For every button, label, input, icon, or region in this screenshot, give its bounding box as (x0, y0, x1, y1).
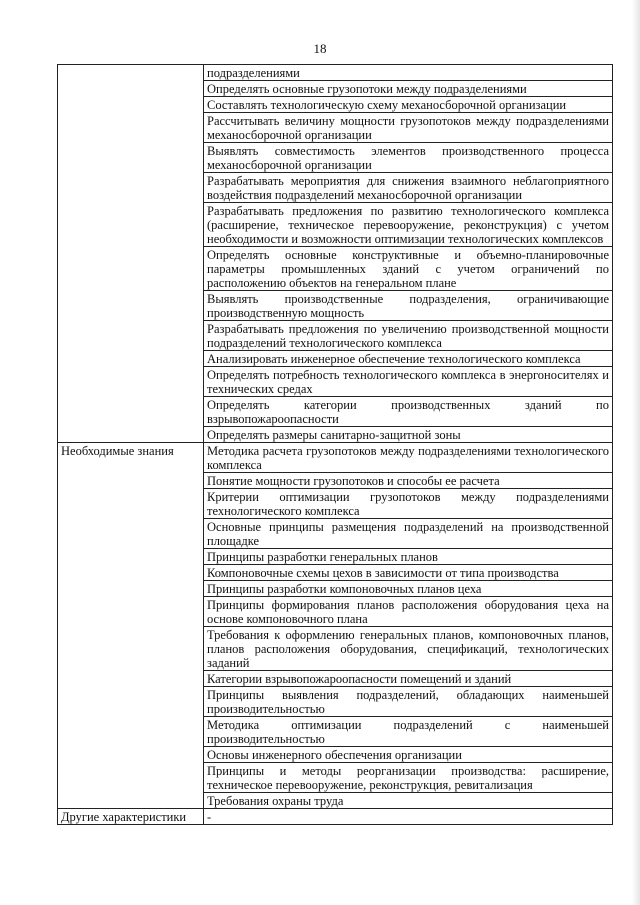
requirement-item: Определять потребность технологического комплекса в энергоносителях и технических средах (204, 367, 613, 397)
requirement-item: Принципы разработки генеральных планов (204, 549, 613, 565)
requirement-item: Критерии оптимизации грузопотоков между подразделениями технологического комплекса (204, 489, 613, 519)
requirement-item: Анализировать инженерное обеспечение технологического комплекса (204, 351, 613, 367)
requirement-item: Рассчитывать величину мощности грузопотоков между подразделениями механосборочной организации (204, 113, 613, 143)
section-label: Необходимые знания (58, 443, 204, 809)
requirement-item: Разрабатывать мероприятия для снижения взаимного неблагоприятного воздействия подразделений механосборочной организации (204, 173, 613, 203)
requirement-item: Основы инженерного обеспечения организации (204, 747, 613, 763)
scan-edge (632, 0, 640, 905)
requirement-item: Определять категории производственных зданий по взрывопожароопасности (204, 397, 613, 427)
requirement-item: Понятие мощности грузопотоков и способы ее расчета (204, 473, 613, 489)
requirement-item: Методика оптимизации подразделений с наименьшей производительностью (204, 717, 613, 747)
requirement-item: Определять основные конструктивные и объемно-планировочные параметры промышленных зданий с учетом ограничений по расположению объектов на генеральном плане (204, 247, 613, 291)
requirement-item: Выявлять производственные подразделения, ограничивающие производственную мощность (204, 291, 613, 321)
section-label (58, 65, 204, 443)
table-row (58, 809, 613, 825)
requirement-item: Определять основные грузопотоки между подразделениями (204, 81, 613, 97)
requirement-item: подразделениями (204, 65, 613, 81)
competency-table (57, 64, 613, 825)
requirement-item: Принципы формирования планов расположения оборудования цеха на основе компоновочного плана (204, 597, 613, 627)
requirement-item: - (204, 809, 613, 825)
competency-table-body (58, 65, 613, 825)
requirement-item: Основные принципы размещения подразделений на производственной площадке (204, 519, 613, 549)
requirement-item: Требования к оформлению генеральных планов, компоновочных планов, планов расположения оборудования, спецификаций, технологических заданий (204, 627, 613, 671)
requirement-item: Принципы выявления подразделений, обладающих наименьшей производительностью (204, 687, 613, 717)
section-label: Другие характеристики (58, 809, 204, 825)
table-row (58, 65, 613, 81)
page-number: 18 (313, 41, 327, 56)
requirement-item: Компоновочные схемы цехов в зависимости от типа производства (204, 565, 613, 581)
requirement-item: Выявлять совместимость элементов производственного процесса механосборочной организации (204, 143, 613, 173)
requirement-item: Разрабатывать предложения по развитию технологического комплекса (расширение, техническое перевооружение, реконструкция) с учетом необходимости и возможности оптимизации технологических комплексов (204, 203, 613, 247)
requirement-item: Принципы разработки компоновочных планов цеха (204, 581, 613, 597)
requirement-item: Определять размеры санитарно-защитной зоны (204, 427, 613, 443)
requirement-item: Принципы и методы реорганизации производства: расширение, техническое перевооружение, реконструкция, ревитализация (204, 763, 613, 793)
table-row (58, 443, 613, 473)
requirement-item: Требования охраны труда (204, 793, 613, 809)
requirement-item: Составлять технологическую схему механосборочной организации (204, 97, 613, 113)
requirement-item: Категории взрывопожароопасности помещений и зданий (204, 671, 613, 687)
requirement-item: Разрабатывать предложения по увеличению производственной мощности подразделений технологического комплекса (204, 321, 613, 351)
requirement-item: Методика расчета грузопотоков между подразделениями технологического комплекса (204, 443, 613, 473)
